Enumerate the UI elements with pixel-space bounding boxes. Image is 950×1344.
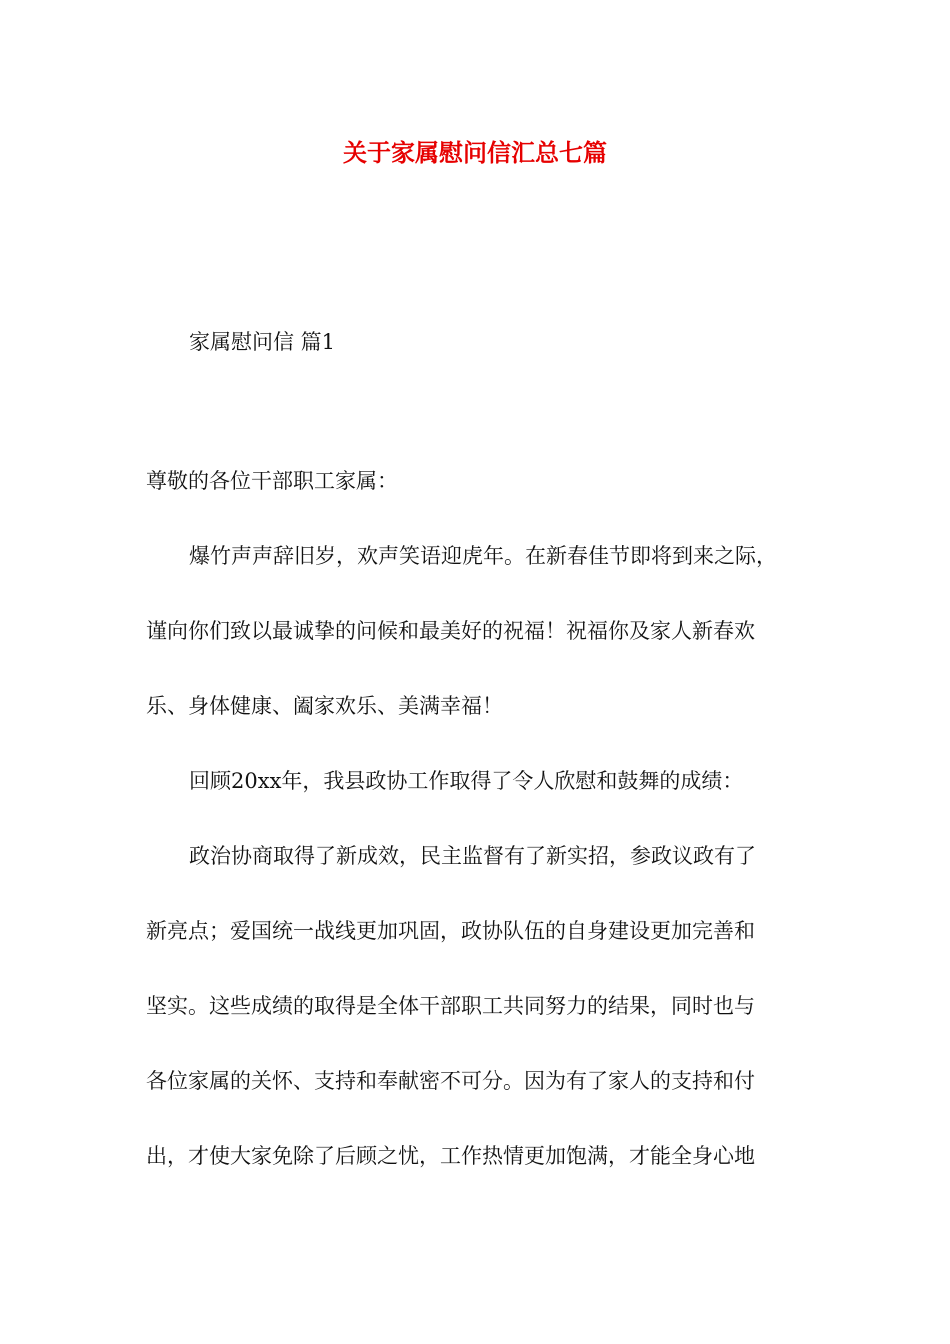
body-line: 坚实。这些成绩的取得是全体干部职工共同努力的结果，同时也与: [146, 994, 755, 1018]
body-line: 各位家属的关怀、支持和奉献密不可分。因为有了家人的支持和付: [146, 1069, 755, 1093]
section-heading: 家属慰问信 篇1: [189, 330, 336, 354]
body-line: 出，才使大家免除了后顾之忧，工作热情更加饱满，才能全身心地: [146, 1144, 755, 1168]
body-line: 回顾20xx年，我县政协工作取得了令人欣慰和鼓舞的成绩：: [189, 769, 744, 793]
body-line: 乐、身体健康、阖家欢乐、美满幸福！: [146, 694, 503, 718]
document-body: [146, 322, 816, 1176]
body-line: 新亮点；爱国统一战线更加巩固，政协队伍的自身建设更加完善和: [146, 919, 755, 943]
body-line: 爆竹声声辞旧岁，欢声笑语迎虎年。在新春佳节即将到来之际，: [189, 544, 777, 568]
salutation: 尊敬的各位干部职工家属：: [146, 469, 398, 493]
body-line: 政治协商取得了新成效，民主监督有了新实招，参政议政有了: [189, 844, 756, 868]
document-title: 关于家属慰问信汇总七篇: [343, 138, 607, 167]
body-line: 谨向你们致以最诚挚的问候和最美好的祝福！祝福你及家人新春欢: [146, 619, 755, 643]
